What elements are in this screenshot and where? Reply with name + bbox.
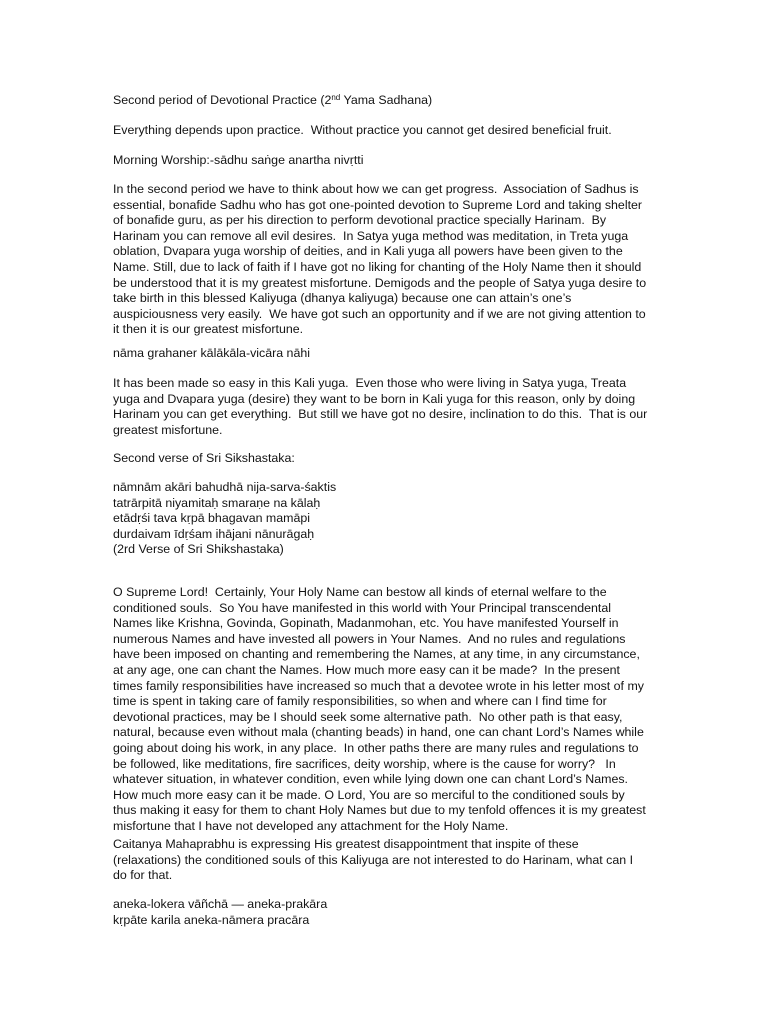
- verse-line: tatrārpitā niyamitaḥ smaraṇe na kālaḥ: [113, 495, 321, 510]
- verse-line: aneka-lokera vāñchā — aneka-prakāra: [113, 897, 328, 911]
- paragraph-line: times family responsibilities have increased so much that a devotee wrote in his letter most of my: [113, 678, 644, 693]
- paragraph-line: be understood that it is my greatest misfortune. Demigods and the people of Satya yuga desire to: [113, 275, 647, 290]
- paragraph-line: O Supreme Lord! Certainly, Your Holy Name can bestow all kinds of eternal welfare to the: [113, 585, 607, 599]
- paragraph-line: In the second period we have to think about how we can get progress. Association of Sadhus is: [113, 182, 639, 196]
- paragraph-line: it then it is our greatest misfortune.: [113, 322, 304, 337]
- paragraph-line: going about doing his work, in any place. In other paths there are many rules and regulations to: [113, 741, 639, 755]
- paragraph-line: auspiciousness very easily. We have got such an opportunity and if we are not giving attention to: [113, 306, 646, 321]
- paragraph-line: misfortune that I have not developed any attachment for the Holy Name.: [113, 819, 509, 833]
- paragraph-intro: Everything depends upon practice. Without practice you cannot get desired beneficial fruit.: [113, 123, 612, 137]
- paragraph-line: Harinam you can get everything. But still we have got no desire, inclination to do this. That is our: [113, 407, 648, 422]
- verse-line: nāmnām akāri bahudhā nija-sarva-śaktis: [113, 480, 337, 494]
- paragraph-morning-worship: Morning Worship:-sādhu saṅge anartha nivṛtti: [113, 153, 364, 167]
- paragraph-heading: Second verse of Sri Sikshastaka:: [113, 451, 295, 465]
- paragraph-line: devotional practices, may be I should seek some alternative path. No other path is that easy,: [113, 709, 623, 724]
- document-title: [113, 93, 432, 109]
- title-text: Second period of Devotional Practice (2: [113, 93, 332, 107]
- title-text-end: Yama Sadhana): [340, 93, 433, 107]
- paragraph-line: (relaxations) the conditioned souls of this Kaliyuga are not interested to do Harinam, what can I: [113, 852, 634, 867]
- paragraph-line: yuga and Dvapara yuga (desire) they want to be born in Kali yuga for this reason, only by doing: [113, 391, 636, 406]
- paragraph-line: How much more easy can it be made. O Lord, You are so merciful to the conditioned souls by: [113, 787, 625, 802]
- paragraph-line: be followed, like meditations, fire sacrifices, deity worship, where is the cause for worry? In: [113, 756, 616, 771]
- paragraph-line: Harinam you can remove all evil desires. In Satya yuga method was meditation, in Treta yuga: [113, 228, 629, 243]
- verse-caption: (2rd Verse of Sri Shikshastaka): [113, 542, 284, 557]
- verse-line: nāma grahaner kālākāla-vicāra nāhi: [113, 346, 310, 360]
- paragraph-line: time is spent in taking care of family responsibilities, so when and where can I find time for: [113, 694, 607, 709]
- verse-line: durdaivam īdṛśam ihājani nānurāgaḥ: [113, 526, 315, 541]
- paragraph-line: essential, bonafide Sadhu who has got one-pointed devotion to Supreme Lord and taking shelter: [113, 197, 643, 212]
- paragraph-line: Names like Krishna, Govinda, Gopinath, Madanmohan, etc. You have manifested Yourself in: [113, 616, 619, 631]
- paragraph-line: do for that.: [113, 868, 173, 883]
- paragraph-line: have been imposed on chanting and remembering the Names, at any time, in any circumstance,: [113, 647, 640, 662]
- paragraph-line: greatest misfortune.: [113, 422, 223, 437]
- paragraph-line: whatever situation, in whatever condition, even while lying down one can chant Lord’s Names.: [113, 772, 628, 787]
- paragraph-line: numerous Names and have invested all powers in Your Names. And no rules and regulations: [113, 631, 626, 646]
- paragraph-line: of bonafide guru, as per his direction to perform devotional practice specially Harinam. By: [113, 213, 607, 228]
- paragraph-line: at any age, one can chant the Names. How much more easy can it be made? In the present: [113, 663, 620, 677]
- title-superscript: nd: [331, 93, 341, 102]
- verse-line: etādṛśi tava kṛpā bhagavan mamāpi: [113, 511, 310, 526]
- verse-line: kṛpāte karila aneka-nāmera pracāra: [113, 912, 310, 927]
- paragraph-line: thus making it easy for them to chant Holy Names but due to my tenfold offences it is my greatest: [113, 803, 646, 818]
- paragraph-line: Name. Still, due to lack of faith if I have got no liking for chanting of the Holy Name then it should: [113, 260, 642, 274]
- paragraph-line: oblation, Dvapara yuga worship of deities, and in Kali yuga all powers have been given to the: [113, 244, 623, 259]
- paragraph-line: conditioned souls. So You have manifested in this world with Your Principal transcendental: [113, 600, 612, 615]
- paragraph-line: natural, because even without mala (chanting beads) in hand, one can chant Lord’s Names while: [113, 725, 644, 740]
- paragraph-line: Caitanya Mahaprabhu is expressing His greatest disappointment that inspite of these: [113, 837, 579, 851]
- paragraph-line: It has been made so easy in this Kali yuga. Even those who were living in Satya yuga, Treata: [113, 376, 627, 390]
- paragraph-line: take birth in this blessed Kaliyuga (dhanya kaliyuga) because one can attain’s one’s: [113, 291, 572, 306]
